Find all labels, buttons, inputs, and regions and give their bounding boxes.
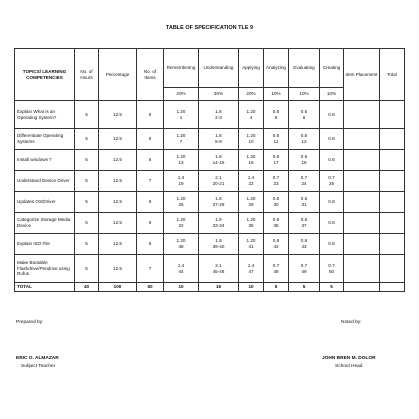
row-applying-weight: 1.20 (246, 133, 256, 139)
row-understanding-weight: 2.1 (215, 175, 222, 181)
row-analyzing-weight: 0.7 (272, 262, 280, 268)
row-analyzing (264, 129, 289, 150)
row-analyzing-item-number: 48 (273, 268, 279, 274)
row-creating-item-number: 50 (328, 268, 335, 274)
row-applying (239, 213, 264, 234)
row-analyzing-weight: 0.6 (272, 217, 280, 223)
header-hours: No. of Hours (75, 49, 99, 101)
totals-analyzing: 5 (264, 283, 289, 292)
row-understanding-item-number: 27-28 (212, 202, 225, 207)
row-applying (239, 255, 264, 283)
weight-evaluating: 10% (289, 88, 320, 101)
row-applying (239, 101, 264, 129)
row-applying-weight: 1.20 (246, 196, 256, 202)
school-head-name: JOHN BREN M. DOLOR (322, 356, 376, 361)
row-analyzing-weight: 0.6 (272, 133, 280, 139)
row-remembering-item-number: 32 (178, 223, 184, 228)
row-hours: 5 (75, 129, 99, 150)
row-topic: Install windows 7 (15, 150, 75, 171)
row-remembering (164, 192, 199, 213)
row-applying (239, 234, 264, 255)
row-remembering (164, 213, 199, 234)
row-applying-weight: 1.20 (246, 108, 256, 114)
totals-hours: 40 (75, 283, 99, 292)
row-understanding-item-number: 39-40 (212, 244, 225, 249)
header-topics: TOPICS/ LEARNING COMPETENCIES (15, 49, 75, 101)
row-topic: Explain What is an Operating System? (15, 101, 75, 129)
row-understanding-item-number: 8-9 (215, 139, 222, 144)
row-creating-weight: 0.7 (328, 262, 335, 268)
row-items: 6 (137, 234, 164, 255)
row-remembering-item-number: 26 (178, 202, 184, 207)
row-analyzing-item-number: 30 (273, 202, 279, 207)
row-evaluating-item-number: 12 (301, 139, 307, 144)
row-items: 7 (137, 255, 164, 283)
table-row (15, 213, 405, 234)
row-evaluating-weight: 0.6 (300, 217, 308, 223)
row-creating (320, 255, 344, 283)
row-topic: Differentiate Operating Systems (15, 129, 75, 150)
row-items: 6 (137, 101, 164, 129)
row-creating (320, 192, 344, 213)
row-evaluating-item-number: 24 (301, 181, 307, 186)
row-creating-weight: 0.6 (328, 220, 335, 226)
weight-remembering: 20% (164, 88, 199, 101)
row-analyzing-item-number: 36 (273, 223, 279, 228)
weight-analyzing: 10% (264, 88, 289, 101)
weight-applying: 20% (239, 88, 264, 101)
table-row (15, 255, 405, 283)
row-remembering-item-number: 44 (178, 268, 184, 274)
table-row (15, 171, 405, 192)
row-evaluating (289, 234, 320, 255)
row-remembering-weight: 1.20 (176, 217, 186, 223)
row-creating-weight: 0.6 (328, 199, 335, 205)
row-total (380, 129, 405, 150)
row-understanding (199, 129, 239, 150)
row-percentage: 12.5 (99, 171, 137, 192)
header-item-placement: Item Placement (344, 49, 380, 101)
row-analyzing-item-number: 11 (273, 139, 279, 144)
totals-evaluating: 5 (289, 283, 320, 292)
header-creating: Creating (320, 49, 344, 88)
row-remembering-item-number: 38 (178, 244, 184, 249)
row-applying (239, 192, 264, 213)
table-row (15, 234, 405, 255)
row-percentage: 12.5 (99, 255, 137, 283)
row-understanding (199, 150, 239, 171)
row-understanding (199, 101, 239, 129)
row-hours: 5 (75, 150, 99, 171)
row-remembering-weight: 1.4 (177, 262, 185, 268)
row-evaluating-item-number: 43 (301, 244, 307, 249)
row-evaluating (289, 213, 320, 234)
row-evaluating-weight: 0.6 (300, 196, 308, 202)
row-applying-item-number: 10 (248, 139, 254, 144)
row-topic: Updates OS/Driver (15, 192, 75, 213)
row-analyzing (264, 234, 289, 255)
row-hours: 5 (75, 213, 99, 234)
row-creating (320, 129, 344, 150)
row-creating-weight: 0.7 (328, 175, 335, 181)
row-total (380, 171, 405, 192)
row-understanding (199, 171, 239, 192)
row-analyzing-item-number: 17 (273, 160, 279, 165)
row-percentage: 12.5 (99, 213, 137, 234)
row-understanding-weight: 1.8 (215, 217, 222, 223)
row-remembering (164, 234, 199, 255)
row-topic: Categorize Storage Media Device (15, 213, 75, 234)
totals-percentage: 100 (99, 283, 137, 292)
totals-items: 50 (137, 283, 164, 292)
row-evaluating (289, 101, 320, 129)
row-analyzing (264, 192, 289, 213)
row-analyzing (264, 150, 289, 171)
row-analyzing (264, 255, 289, 283)
row-analyzing-weight: 0.6 (272, 154, 280, 160)
row-remembering-item-number: 1 (179, 114, 183, 120)
row-evaluating (289, 150, 320, 171)
row-applying (239, 150, 264, 171)
row-applying-item-number: 4 (249, 114, 253, 120)
specification-table (14, 48, 405, 292)
row-applying-item-number: 16 (248, 160, 254, 165)
row-analyzing-weight: 0.6 (272, 196, 280, 202)
header-total: Total (380, 49, 405, 101)
row-creating (320, 171, 344, 192)
row-applying-weight: 1.4 (247, 175, 255, 181)
row-topic: Make Bootable Flashdrive/Pendrive using Rufus (15, 255, 75, 283)
row-remembering-weight: 1.20 (176, 133, 186, 139)
row-hours: 5 (75, 234, 99, 255)
totals-item-placement (344, 283, 380, 292)
row-creating-item-number: 25 (328, 181, 335, 186)
row-items: 6 (137, 129, 164, 150)
row-understanding-item-number: 14-15 (212, 160, 225, 165)
header-evaluating: Evaluating (289, 49, 320, 88)
row-evaluating-weight: 0.6 (300, 238, 308, 244)
row-analyzing-weight: 0.6 (272, 238, 280, 244)
row-understanding-weight: 1.8 (215, 133, 222, 139)
row-remembering-weight: 1.20 (176, 238, 186, 244)
row-understanding-item-number: 2-3 (215, 114, 222, 120)
row-remembering-item-number: 7 (179, 139, 183, 144)
row-applying-weight: 1.4 (247, 262, 255, 268)
header-items: No. of Items (137, 49, 164, 101)
row-creating (320, 213, 344, 234)
row-topic: Explain ISO File (15, 234, 75, 255)
row-creating-weight: 0.6 (328, 136, 335, 142)
row-remembering-item-number: 13 (178, 160, 184, 165)
page-title: TABLE OF SPECIFICATION TLE 9 (165, 25, 254, 31)
row-analyzing (264, 171, 289, 192)
row-applying (239, 171, 264, 192)
row-remembering-weight: 1.20 (176, 196, 186, 202)
row-item-placement (344, 192, 380, 213)
row-items: 6 (137, 192, 164, 213)
row-analyzing-item-number: 5 (274, 114, 278, 120)
row-total (380, 255, 405, 283)
row-item-placement (344, 129, 380, 150)
row-evaluating-item-number: 6 (302, 114, 306, 120)
row-evaluating-item-number: 18 (301, 160, 307, 165)
row-analyzing (264, 101, 289, 129)
row-understanding (199, 213, 239, 234)
table-row (15, 129, 405, 150)
header-applying: Applying (239, 49, 264, 88)
preparer-name: ERIC O. ALMAZAR (16, 356, 59, 361)
row-evaluating-item-number: 49 (301, 268, 307, 274)
row-applying-item-number: 41 (248, 244, 254, 249)
row-understanding (199, 234, 239, 255)
row-evaluating-weight: 0.6 (300, 108, 308, 114)
row-remembering-weight: 1.20 (176, 154, 186, 160)
row-total (380, 150, 405, 171)
row-analyzing-weight: 0.6 (272, 108, 280, 114)
row-percentage: 12.5 (99, 192, 137, 213)
header-percentage: Percentage (99, 49, 137, 101)
row-understanding-item-number: 20-21 (212, 181, 225, 186)
table-row (15, 101, 405, 129)
row-total (380, 101, 405, 129)
row-item-placement (344, 234, 380, 255)
header-analyzing: Analyzing (264, 49, 289, 88)
row-understanding-item-number: 33-34 (212, 223, 225, 228)
row-items: 6 (137, 150, 164, 171)
row-evaluating-weight: 0.7 (300, 262, 308, 268)
row-total (380, 213, 405, 234)
row-remembering-weight: 1.20 (176, 108, 186, 114)
row-total (380, 234, 405, 255)
row-percentage: 12.5 (99, 150, 137, 171)
row-understanding-weight: 1.8 (215, 196, 222, 202)
row-applying-item-number: 29 (248, 202, 254, 207)
row-percentage: 12.5 (99, 129, 137, 150)
header-understanding: Understanding (199, 49, 239, 88)
row-understanding (199, 192, 239, 213)
row-applying-weight: 1.20 (246, 238, 256, 244)
row-creating-weight: 0.6 (328, 241, 335, 247)
row-evaluating (289, 192, 320, 213)
row-item-placement (344, 255, 380, 283)
row-hours: 5 (75, 192, 99, 213)
preparer-role: Subject Teacher (21, 364, 56, 369)
noted-by-label: Noted by: (341, 320, 362, 325)
header-remembering: Remembering (164, 49, 199, 88)
totals-remembering: 10 (164, 283, 199, 292)
row-remembering (164, 150, 199, 171)
weight-understanding: 30% (199, 88, 239, 101)
row-understanding (199, 255, 239, 283)
row-percentage: 12.5 (99, 101, 137, 129)
row-creating-weight: 0.6 (328, 111, 335, 117)
totals-creating: 5 (320, 283, 344, 292)
row-evaluating-weight: 0.6 (300, 133, 308, 139)
row-percentage: 12.5 (99, 234, 137, 255)
row-evaluating (289, 171, 320, 192)
row-understanding-item-number: 45-46 (212, 268, 225, 274)
row-analyzing-weight: 0.7 (272, 175, 280, 181)
totals-applying: 10 (239, 283, 264, 292)
totals-label: TOTAL (15, 283, 75, 292)
row-hours: 5 (75, 255, 99, 283)
row-item-placement (344, 101, 380, 129)
school-head-role: School Head (335, 364, 363, 369)
row-items: 6 (137, 213, 164, 234)
row-evaluating (289, 255, 320, 283)
row-remembering (164, 129, 199, 150)
totals-row (15, 283, 405, 292)
row-creating (320, 101, 344, 129)
row-understanding-weight: 2.1 (215, 262, 222, 268)
row-topic: Understand Device Driver (15, 171, 75, 192)
row-creating (320, 234, 344, 255)
row-applying-item-number: 47 (248, 268, 254, 274)
row-applying-item-number: 35 (248, 223, 254, 228)
totals-understanding: 15 (199, 283, 239, 292)
row-analyzing-item-number: 23 (273, 181, 279, 186)
row-total (380, 192, 405, 213)
row-remembering (164, 101, 199, 129)
header-row (15, 49, 405, 88)
row-evaluating (289, 129, 320, 150)
row-applying (239, 129, 264, 150)
row-analyzing (264, 213, 289, 234)
row-items: 7 (137, 171, 164, 192)
row-creating-weight: 0.6 (328, 157, 335, 163)
row-evaluating-item-number: 31 (301, 202, 307, 207)
totals-total (380, 283, 405, 292)
row-remembering-item-number: 19 (178, 181, 184, 186)
row-remembering (164, 255, 199, 283)
row-evaluating-weight: 0.7 (300, 175, 308, 181)
row-hours: 5 (75, 171, 99, 192)
weight-creating: 10% (320, 88, 344, 101)
row-applying-weight: 1.20 (246, 154, 256, 160)
row-creating (320, 150, 344, 171)
row-understanding-weight: 1.8 (215, 108, 222, 114)
row-item-placement (344, 171, 380, 192)
table-row (15, 150, 405, 171)
row-remembering-weight: 1.4 (177, 175, 185, 181)
row-hours: 5 (75, 101, 99, 129)
table-row (15, 192, 405, 213)
row-applying-weight: 1.20 (246, 217, 256, 223)
row-applying-item-number: 22 (248, 181, 254, 186)
row-evaluating-weight: 0.6 (300, 154, 308, 160)
row-evaluating-item-number: 37 (301, 223, 307, 228)
row-understanding-weight: 1.8 (215, 238, 222, 244)
row-analyzing-item-number: 42 (273, 244, 279, 249)
row-item-placement (344, 150, 380, 171)
row-item-placement (344, 213, 380, 234)
row-understanding-weight: 1.8 (215, 154, 222, 160)
row-remembering (164, 171, 199, 192)
prepared-by-label: Prepared by: (16, 320, 44, 325)
